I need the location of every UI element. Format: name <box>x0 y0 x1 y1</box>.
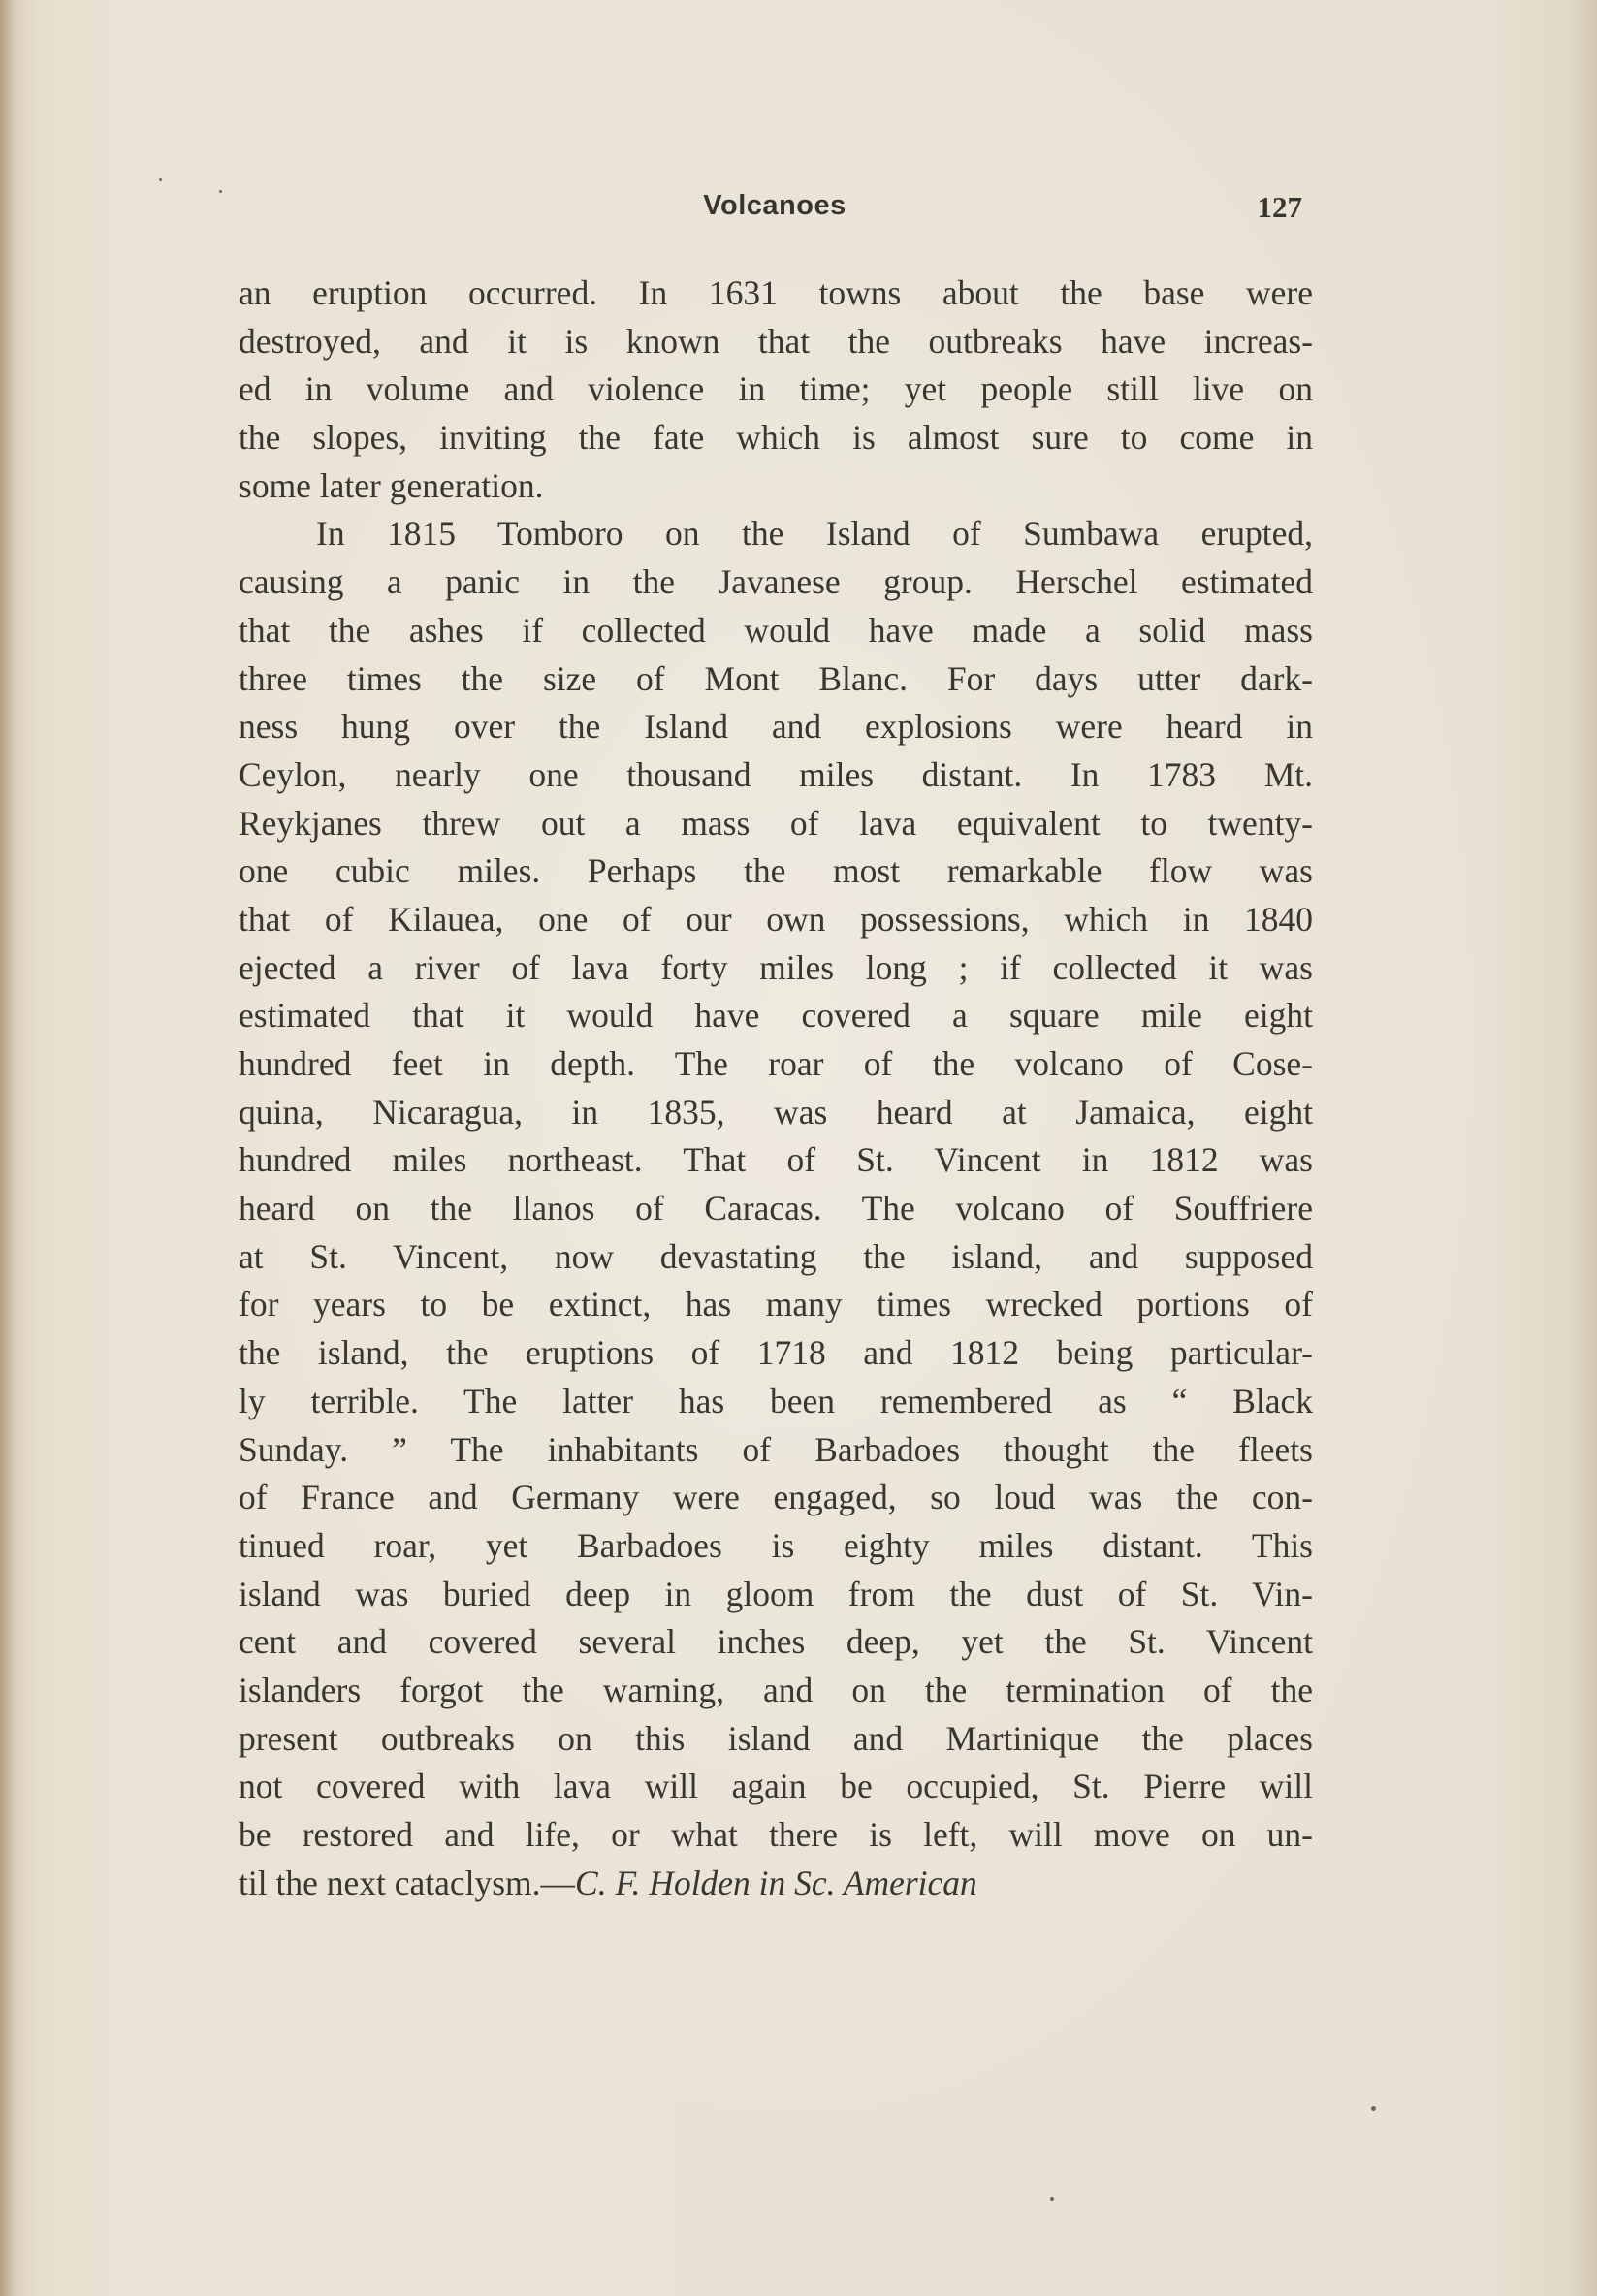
text-line: islanders forgot the warning, and on the termination of the <box>239 1670 1313 1709</box>
text-line: ness hung over the Island and explosions were heard in <box>239 707 1313 747</box>
paper-speck <box>159 178 162 181</box>
citation: C. F. Holden in Sc. American <box>575 1863 977 1902</box>
page-binding-edge <box>0 0 17 2296</box>
text-line-content: In 1815 Tomboro on the Island of Sumbawa erupted, <box>316 514 1313 554</box>
running-header <box>242 190 1307 233</box>
text-line-indented <box>239 510 1313 558</box>
text-line: hundred feet in depth. The roar of the volcano of Cose- <box>239 1044 1313 1083</box>
text-line: the island, the eruptions of 1718 and 1812 being particular- <box>239 1333 1313 1373</box>
paper-speck <box>1050 2197 1054 2201</box>
text-line: that the ashes if collected would have made a solid mass <box>239 610 1313 650</box>
text-line: ejected a river of lava forty miles long ; if collected it was <box>239 947 1313 987</box>
text-line: some later generation. <box>239 465 544 505</box>
text-line: not covered with lava will again be occupied, St. Pierre will <box>239 1767 1313 1806</box>
text-line: Ceylon, nearly one thousand miles distant. In 1783 Mt. <box>239 754 1313 794</box>
paper-speck <box>1371 2106 1376 2111</box>
text-line: one cubic miles. Perhaps the most remarkable flow was <box>239 851 1313 891</box>
text-line: Sunday. ” The inhabitants of Barbadoes thought the fleets <box>239 1429 1313 1469</box>
body-text <box>239 270 1313 1907</box>
text-line: Reykjanes threw out a mass of lava equivalent to twenty- <box>239 803 1313 843</box>
text-line: that of Kilauea, one of our own possessions, which in 1840 <box>239 899 1313 939</box>
text-line: ed in volume and violence in time; yet people still live on <box>239 369 1313 409</box>
text-line: for years to be extinct, has many times wrecked portions of <box>239 1285 1313 1324</box>
text-line: hundred miles northeast. That of St. Vincent in 1812 was <box>239 1140 1313 1180</box>
text-line-final <box>239 1860 1313 1908</box>
text-line: an eruption occurred. In 1631 towns about the base were <box>239 273 1313 312</box>
text-line: present outbreaks on this island and Martinique the places <box>239 1718 1313 1758</box>
text-line: quina, Nicaragua, in 1835, was heard at Jamaica, eight <box>239 1092 1313 1132</box>
text-line: destroyed, and it is known that the outbreaks have increas- <box>239 321 1313 361</box>
text-line: of France and Germany were engaged, so loud was the con- <box>239 1478 1313 1517</box>
text-line: estimated that it would have covered a square mile eight <box>239 996 1313 1036</box>
text-line: ly terrible. The latter has been remembered as “ Black <box>239 1381 1313 1420</box>
text-line: causing a panic in the Javanese group. Herschel estimated <box>239 562 1313 602</box>
text-line: the slopes, inviting the fate which is almost sure to come in <box>239 418 1313 458</box>
text-line: heard on the llanos of Caracas. The volcano of Souffriere <box>239 1189 1313 1228</box>
running-title: Volcanoes <box>703 190 846 221</box>
text-line: be restored and life, or what there is left, will move on un- <box>239 1815 1313 1854</box>
text-line: island was buried deep in gloom from the dust of St. Vin- <box>239 1574 1313 1613</box>
page-number: 127 <box>1257 190 1302 224</box>
text-line: three times the size of Mont Blanc. For days utter dark- <box>239 658 1313 698</box>
text-line: cent and covered several inches deep, yet the St. Vincent <box>239 1622 1313 1662</box>
text-line: tinued roar, yet Barbadoes is eighty miles distant. This <box>239 1525 1313 1565</box>
paper-speck <box>219 190 222 193</box>
text-line: at St. Vincent, now devastating the island, and supposed <box>239 1236 1313 1276</box>
final-line-text: til the next cataclysm.— <box>239 1863 576 1902</box>
